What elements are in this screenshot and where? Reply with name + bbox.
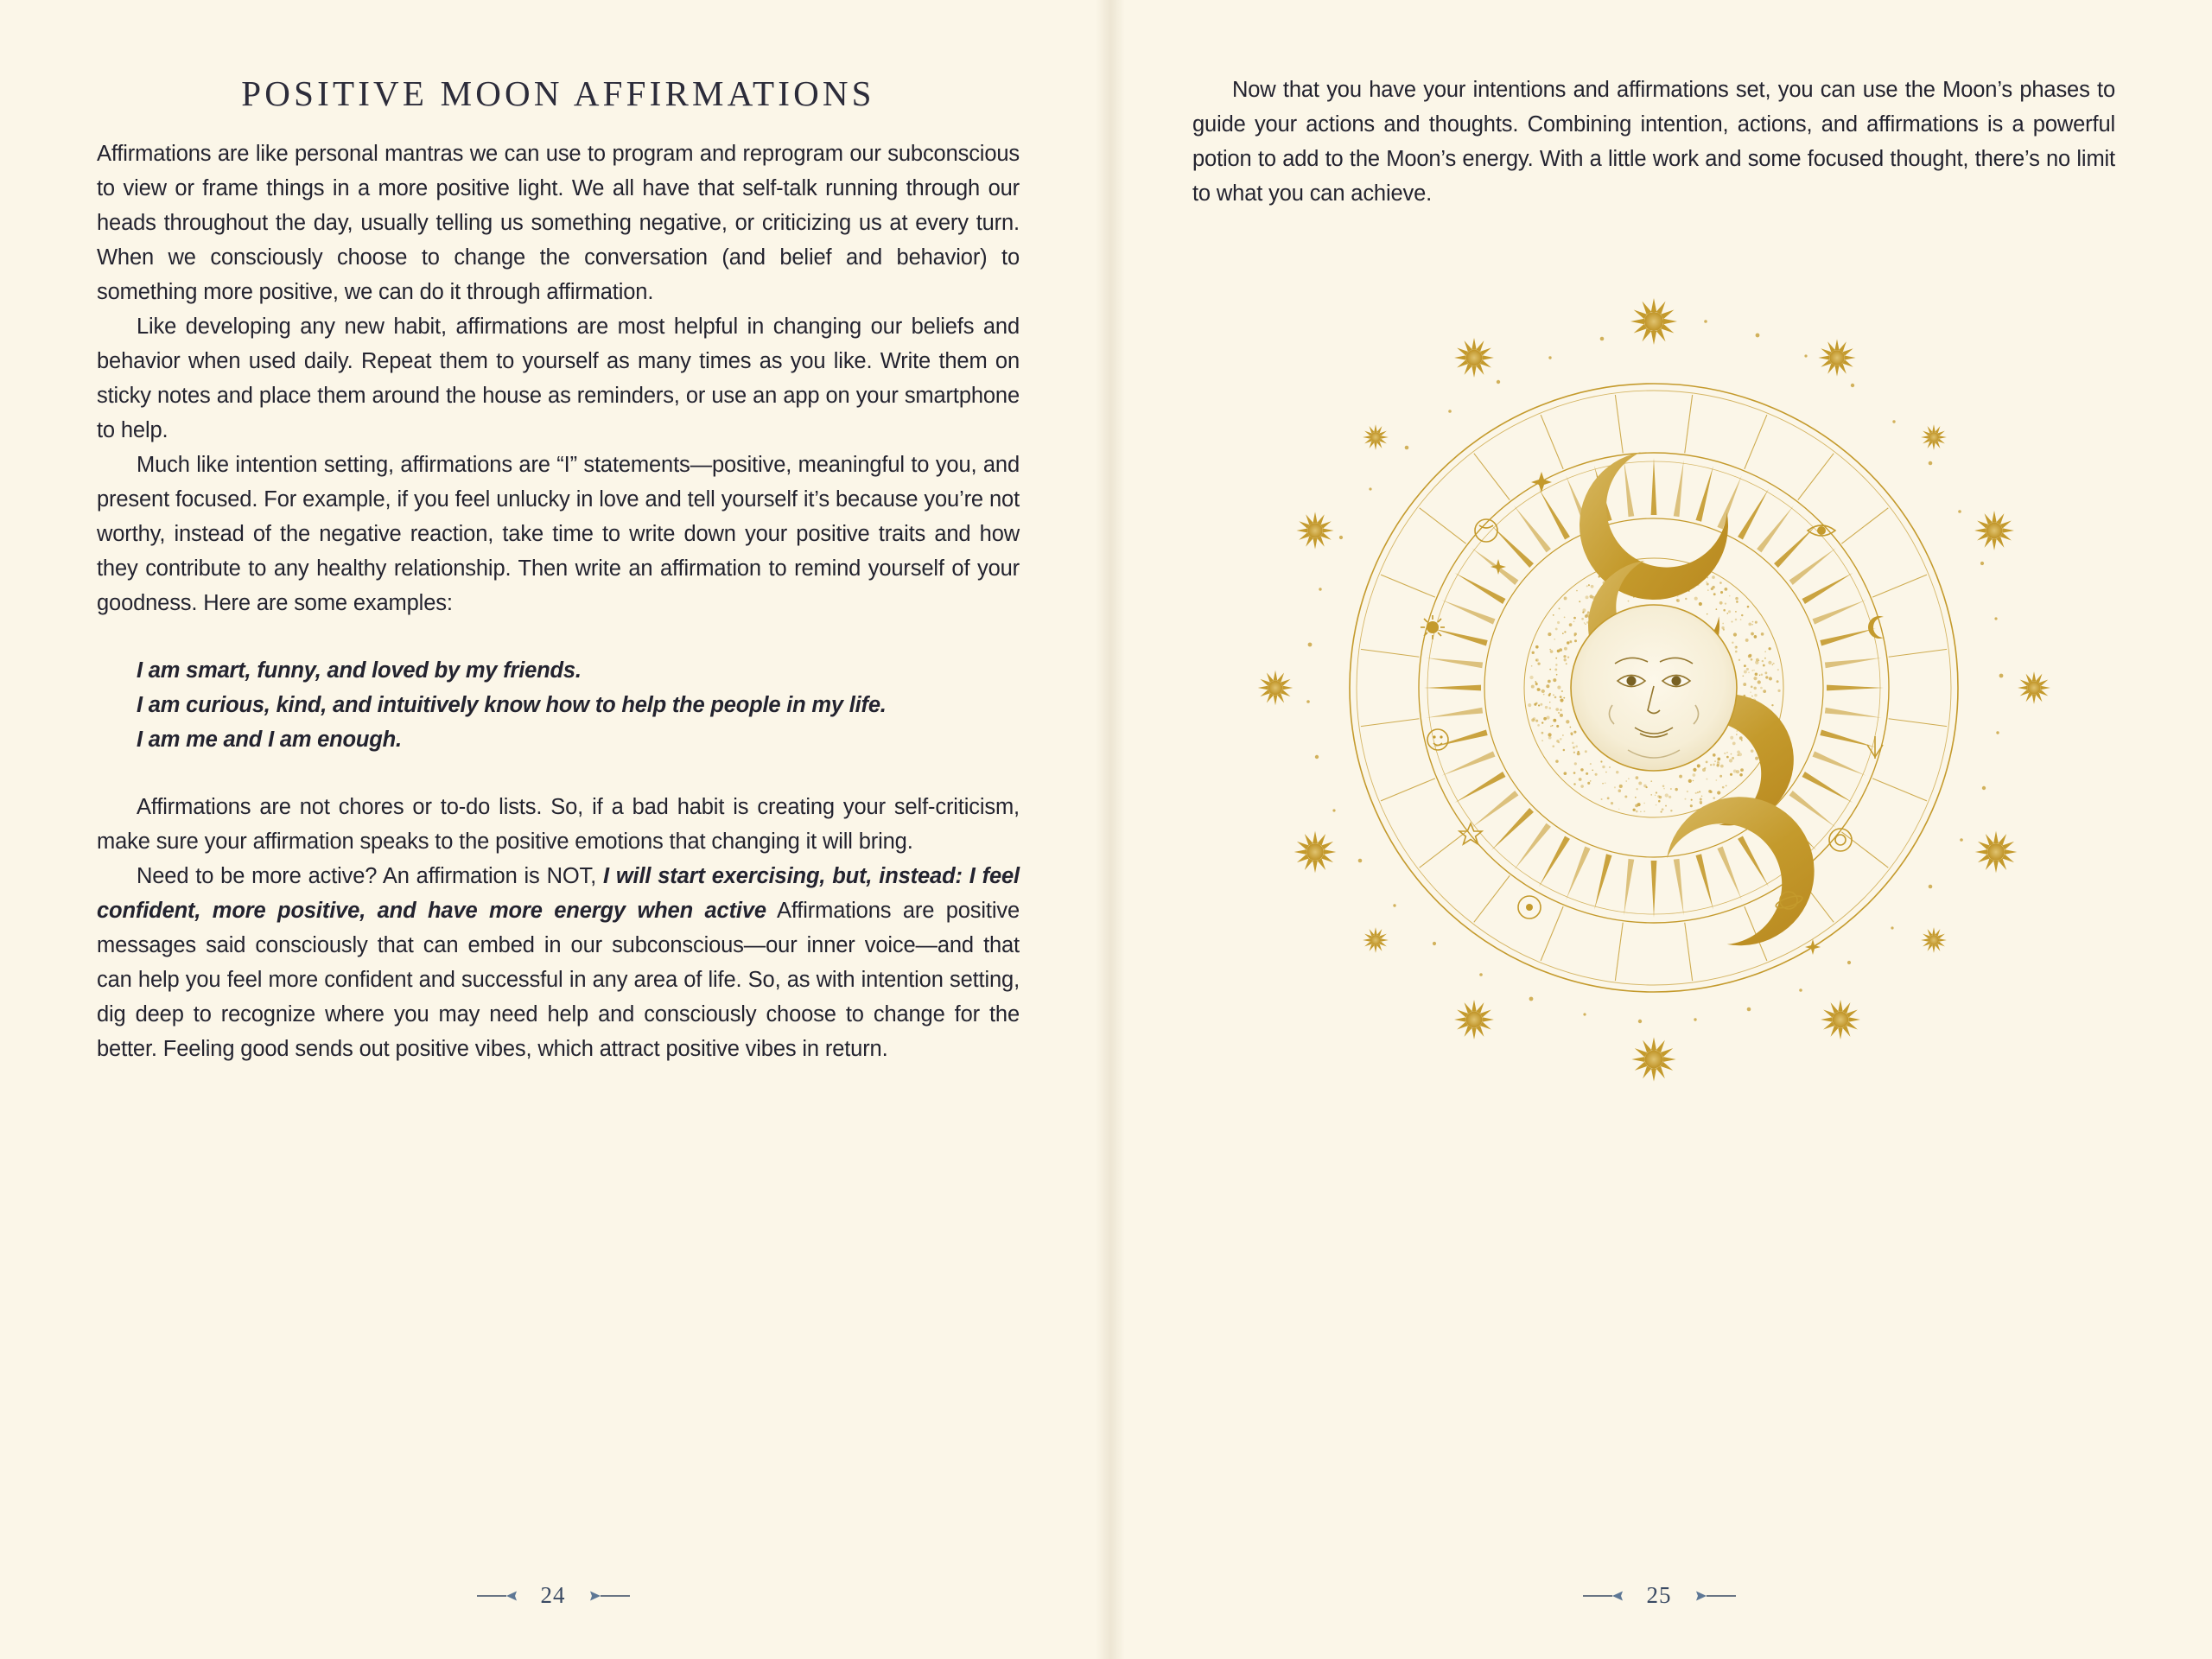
sun-star-icon <box>1974 511 2014 550</box>
paragraph-5-lead: Need to be more active? An affirmation is NOT, <box>137 864 603 888</box>
sparkle-symbol <box>1805 939 1821 955</box>
moon-face-symbol <box>1427 729 1448 750</box>
sun-star-icon <box>1454 1000 1494 1039</box>
left-page-content <box>97 0 1020 1066</box>
paragraph-2: Like developing any new habit, affirmations are most helpful in changing our beliefs and behavior when used daily. Repeat them to yourself as many times as you like. Write them on sticky notes and place them around the house as reminders, or use an app on your smartphone to help. <box>97 315 1020 442</box>
sun-star-icon <box>1294 831 1337 874</box>
sun-star-icon <box>1454 338 1494 378</box>
sun-star-icon <box>1296 512 1333 549</box>
folio-right <box>1106 1582 2212 1609</box>
sun-star-icon <box>1921 927 1947 953</box>
folio-ornament-right-icon <box>580 1589 632 1603</box>
folio-ornament-right-icon <box>1686 1589 1738 1603</box>
celestial-moon-phase-wheel-illustration <box>1222 256 2086 1120</box>
sun-star-icon <box>1363 927 1389 953</box>
right-page-content <box>1192 0 2115 1120</box>
list-item: I am me and I am enough. <box>137 728 402 752</box>
sun-star-icon <box>1631 1037 1675 1081</box>
star-outline-symbol <box>1459 823 1482 844</box>
sun-star-icon <box>1258 671 1294 706</box>
sun-star-icon <box>1363 424 1389 450</box>
paragraph-5-tail: Affirmations are positive messages said consciously that can embed in our subconscious—our inner voice—and that can help you feel more confident and successful in any area of life. So, as with intention setting, dig deep to recognize where you may need help and consciously choose to change for the better. Feeling good sends out positive vibes, which attract positive vibes in return. <box>97 899 1020 1061</box>
sun-face-center <box>1571 605 1737 771</box>
folio-left <box>0 1582 1106 1609</box>
paragraph-right-1: Now that you have your intentions and affirmations set, you can use the Moon’s phases to guide your actions and thoughts. Combining intention, actions, and affirmations is a powerful potion to add to the Moon’s energy. With a little work and some focused thought, there’s no limit to what you can achieve. <box>1192 78 2115 206</box>
sun-star-icon <box>2018 671 2050 704</box>
right-page <box>1106 0 2212 1659</box>
page-number: 24 <box>540 1582 566 1608</box>
paragraph-1: Affirmations are like personal mantras we can use to program and reprogram our subconscious to view or frame things in a more positive light. We all have that self-talk running through our heads throughout the day, usually telling us something negative, or criticizing us at every turn. When we consciously choose to change the conversation (and belief and behavior) to something more positive, we can do it through affirmation. <box>97 142 1020 304</box>
list-item: I am smart, funny, and loved by my friends. <box>137 658 582 683</box>
folio-ornament-left-icon <box>1581 1589 1633 1603</box>
paragraph-4: Affirmations are not chores or to-do lists. So, if a bad habit is creating your self-criticism, make sure your affirmation speaks to the positive emotions that changing it will bring. <box>97 795 1020 854</box>
sun-star-icon <box>1821 1000 1860 1039</box>
sun-star-icon <box>1818 339 1855 376</box>
sun-star-icon <box>1921 424 1947 450</box>
list-item: I am curious, kind, and intuitively know how to help the people in my life. <box>137 693 887 717</box>
sunburst-symbol <box>1421 615 1445 639</box>
starburst-symbol <box>1531 472 1552 493</box>
page-number: 25 <box>1646 1582 1672 1608</box>
sun-star-icon <box>1630 298 1677 345</box>
paragraph-5 <box>97 859 1020 1066</box>
paragraph-5-emphasis: I will start exercising, but, instead: I feel confident, more positive, and have more energy when active <box>97 864 1020 923</box>
sun-star-icon <box>1975 831 2018 874</box>
dot-circle-symbol <box>1518 896 1541 918</box>
paragraph-3: Much like intention setting, affirmations are “I” statements—positive, meaningful to you, and present focused. For example, if you feel unlucky in love and tell yourself it’s because you’re not worthy, instead of the negative reaction, take time to write down your positive traits and how they contribute to any healthy relationship. Then write an affirmation to remind yourself of your goodness. Here are some examples: <box>97 453 1020 615</box>
folio-ornament-left-icon <box>475 1589 527 1603</box>
affirmation-list <box>97 653 1020 757</box>
page-title: POSITIVE MOON AFFIRMATIONS <box>241 73 875 113</box>
